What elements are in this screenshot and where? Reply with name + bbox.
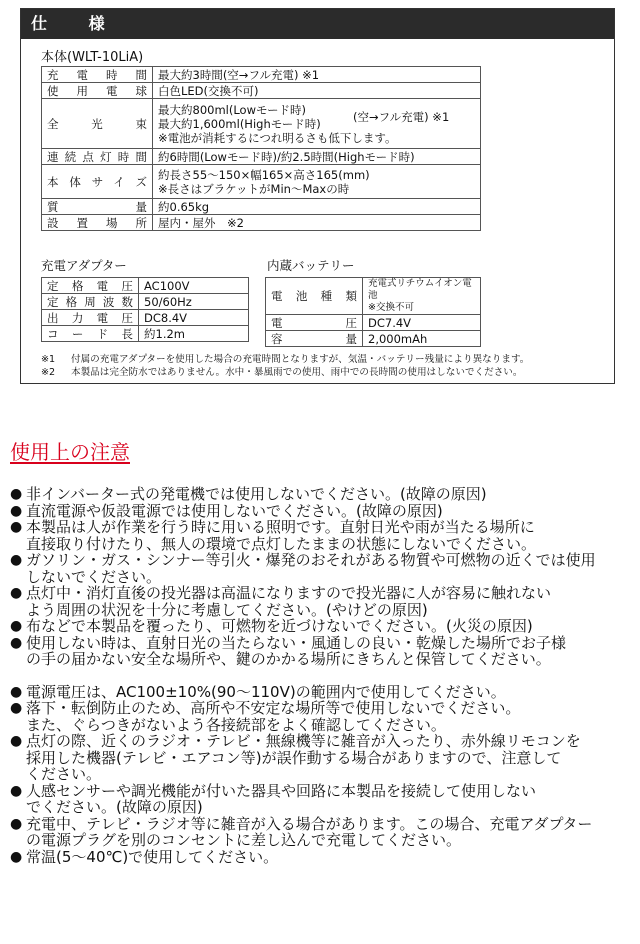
table-row [42, 199, 481, 215]
spec-value: 最大約3時間(空→フル充電) ※1 [153, 67, 481, 83]
value-line: 約長さ55〜150×幅165×高さ165(mm) [158, 167, 370, 182]
spec-value [153, 99, 481, 149]
value-line: ※電池が消耗するにつれ明るさも低下します。 [158, 130, 397, 145]
caution-text: 常温(5〜40℃)で使用してください。 [26, 847, 279, 866]
list-item [10, 503, 630, 520]
spec-label: 電池種類 [266, 278, 363, 315]
caution-text: 使用しない時は、直射日光の当たらない・風通しの良い・乾燥した場所でお子様 の手の届かない安全な場所や、鍵のかかる場所にきちんと保管してください。 [26, 633, 567, 668]
list-item [10, 635, 630, 668]
table-row [42, 326, 249, 342]
bullet-icon: ● [10, 552, 23, 568]
list-item [10, 816, 630, 849]
note-mark: ※2 [41, 367, 56, 378]
caution-text: 非インバーター式の発電機では使用しないでください。(故障の原因) [26, 485, 487, 503]
list-item [10, 733, 630, 783]
bullet-icon: ● [10, 519, 23, 535]
caution-text: 充電中、テレビ・ラジオ等に雑音が入る場合があります。この場合、充電アダプター の電源プラグを別のコンセントに差し込んで充電してください。 [26, 814, 593, 849]
table-row [266, 331, 481, 347]
value-line: 充電式リチウムイオン電池 [368, 278, 472, 301]
spec-label: 定格周波数 [42, 294, 139, 310]
value-line: ※交換不可 [368, 302, 414, 313]
caution-text: 点灯中・消灯直後の投光器は高温になりますので投光器に人が容易に触れない よう周囲の状況を十分に考慮してください。(やけどの原因) [26, 584, 552, 619]
spec-value: 屋内・屋外 ※2 [153, 215, 481, 231]
table-row [266, 278, 481, 315]
list-item [10, 486, 630, 503]
bullet-icon: ● [10, 733, 23, 749]
note-mark: ※1 [41, 354, 56, 365]
table-row [42, 294, 249, 310]
list-item [10, 585, 630, 618]
bullet-icon: ● [10, 585, 23, 601]
spec-value [363, 278, 481, 315]
caution-title: 使用上の注意 [10, 440, 130, 464]
battery-table [265, 277, 481, 347]
adapter-table [41, 277, 249, 342]
list-item [10, 783, 630, 816]
spec-label: 使用電球 [42, 83, 153, 99]
caution-text: 布などで本製品を覆ったり、可燃物を近づけないでください。(火災の原因) [26, 617, 533, 635]
table-row [42, 165, 481, 199]
spec-label: 設置場所 [42, 215, 153, 231]
spec-label: 本体サイズ [42, 165, 153, 199]
list-item [10, 849, 630, 866]
caution-list [10, 486, 630, 865]
table-row [42, 310, 249, 326]
spec-label: 連続点灯時間 [42, 149, 153, 165]
value-line: 最大約1,600ml(Highモード時) [158, 116, 321, 131]
spec-value [153, 165, 481, 199]
spec-value: DC8.4V [139, 310, 249, 326]
list-item [10, 519, 630, 552]
note-row [41, 366, 621, 379]
caution-text: ガソリン・ガス・シンナー等引火・爆発のおそれがある物質や可燃物の近くでは使用 しないでください。 [26, 551, 596, 586]
table-row [42, 67, 481, 83]
list-item [10, 684, 630, 701]
note-text: 本製品は完全防水ではありません。水中・暴風雨での使用、雨中での長時間の使用はしないでください。 [71, 367, 523, 378]
spec-value: 約1.2m [139, 326, 249, 342]
bullet-icon: ● [10, 683, 23, 700]
spec-value: 50/60Hz [139, 294, 249, 310]
caution-text: 人感センサーや調光機能が付いた器具や回路に本製品を接続して使用しない でください。(故障の原因) [26, 781, 537, 816]
table-row [42, 278, 249, 294]
bullet-icon: ● [10, 700, 23, 716]
bullet-icon: ● [10, 634, 23, 651]
value-line: ※長さはブラケットがMin〜Maxの時 [158, 181, 350, 196]
note-text: 付属の充電アダプターを使用した場合の充電時間となりますが、気温・バッテリー残量により異なります。 [71, 354, 530, 365]
bullet-icon: ● [10, 486, 23, 502]
spec-label: コード長 [42, 326, 139, 342]
spec-label: 定格電圧 [42, 278, 139, 294]
table-row [42, 99, 481, 149]
table-row [42, 83, 481, 99]
table-row [266, 315, 481, 331]
battery-title: 内蔵バッテリー [267, 258, 355, 273]
spec-value: 約6時間(Lowモード時)/約2.5時間(Highモード時) [153, 149, 481, 165]
spec-value: DC7.4V [363, 315, 481, 331]
spec-notes [41, 353, 621, 379]
caution-text: 電源電圧は、AC100±10%(90〜110V)の範囲内で使用してください。 [26, 682, 506, 701]
list-item [10, 618, 630, 635]
spec-label: 出力電圧 [42, 310, 139, 326]
table-row [42, 149, 481, 165]
table-row [42, 215, 481, 231]
main-spec-table [41, 66, 481, 231]
bullet-icon: ● [10, 502, 23, 519]
bullet-icon: ● [10, 782, 23, 799]
group-spacer [10, 668, 630, 684]
spec-value: 約0.65kg [153, 199, 481, 215]
spec-header: 仕 様 [21, 9, 614, 39]
bullet-icon: ● [10, 618, 23, 634]
list-item [10, 700, 630, 733]
spec-label: 容量 [266, 331, 363, 347]
spec-label: 充電時間 [42, 67, 153, 83]
caution-text: 本製品は人が作業を行う時に用いる照明です。直射日光や雨が当たる場所に 直接取り付けたり、無人の環境で点灯したままの状態にしないでください。 [26, 518, 537, 553]
model-title: 本体(WLT-10LiA) [41, 50, 144, 65]
value-side-note: (空→フル充電) ※1 [353, 109, 450, 124]
spec-value: 2,000mAh [363, 331, 481, 347]
value-line: 最大約800ml(Lowモード時) [158, 102, 307, 117]
spec-label: 電圧 [266, 315, 363, 331]
spec-value: AC100V [139, 278, 249, 294]
caution-text: 直流電源や仮設電源では使用しないでください。(故障の原因) [26, 501, 443, 520]
spec-value: 白色LED(交換不可) [153, 83, 481, 99]
note-row [41, 353, 621, 366]
bullet-icon: ● [10, 815, 23, 832]
caution-text: 落下・転倒防止のため、高所や不安定な場所等で使用しないでください。 また、ぐらつきがないよう各接続部をよく確認してください。 [26, 699, 521, 734]
spec-label: 質量 [42, 199, 153, 215]
list-item [10, 552, 630, 585]
spec-panel [20, 8, 615, 384]
spec-label: 全光束 [42, 99, 153, 149]
bullet-icon: ● [10, 848, 23, 865]
caution-text: 点灯の際、近くのラジオ・テレビ・無線機等に雑音が入ったり、赤外線リモコンを 採用した機器(テレビ・エアコン等)が誤作動する場合がありますので、注意して ください。 [26, 732, 581, 783]
adapter-title: 充電アダプター [41, 258, 127, 273]
